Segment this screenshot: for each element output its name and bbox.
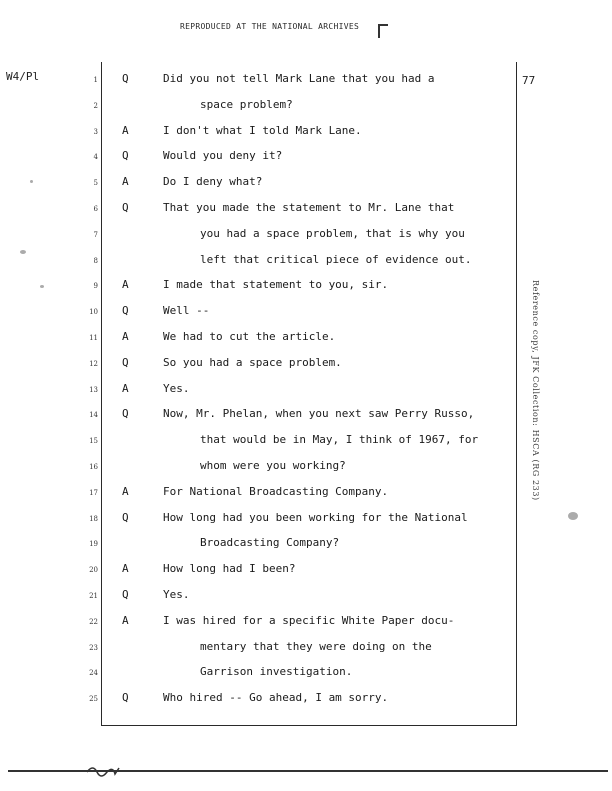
transcript-line <box>0 201 612 221</box>
transcript-line <box>0 665 612 685</box>
transcript-line <box>0 330 612 350</box>
line-number: 21 <box>89 592 98 600</box>
line-number: 13 <box>89 385 98 394</box>
transcript-line <box>0 640 612 660</box>
line-number: 22 <box>89 617 98 626</box>
transcript-line <box>0 356 612 376</box>
speaker-label: A <box>122 278 129 292</box>
transcript-line <box>0 382 612 402</box>
line-text: For National Broadcasting Company. <box>163 484 389 498</box>
speaker-label: Q <box>122 201 129 214</box>
line-text: Yes. <box>163 381 190 395</box>
transcript-line <box>0 227 612 247</box>
page-number: 77 <box>522 74 536 87</box>
line-text: Well -- <box>163 304 210 318</box>
transcript-line <box>0 407 612 427</box>
line-number: 16 <box>89 463 98 471</box>
line-text: I made that statement to you, sir. <box>163 278 389 292</box>
speaker-label: Q <box>122 355 129 369</box>
transcript-line <box>0 485 612 505</box>
line-number: 24 <box>89 669 98 678</box>
document-code: W4/Pl <box>6 70 40 83</box>
transcript-line <box>0 588 612 608</box>
line-number: 14 <box>89 411 98 420</box>
line-number: 6 <box>93 205 98 213</box>
speaker-label: Q <box>122 407 129 421</box>
transcript-line <box>0 691 612 711</box>
speaker-label: A <box>122 123 129 137</box>
line-text: that would be in May, I think of 1967, for <box>200 433 479 447</box>
transcript-line <box>0 536 612 556</box>
line-number: 7 <box>93 230 98 239</box>
line-number: 1 <box>93 76 98 84</box>
transcript-line <box>0 149 612 169</box>
line-number: 2 <box>93 101 98 110</box>
transcript-line <box>0 614 612 634</box>
line-number: 17 <box>89 488 98 497</box>
line-number: 11 <box>89 334 98 342</box>
line-text: Yes. <box>163 588 190 601</box>
line-text: Garrison investigation. <box>200 665 353 679</box>
speaker-label: Q <box>122 588 129 601</box>
speaker-label: A <box>122 613 129 627</box>
transcript-line <box>0 511 612 531</box>
speaker-label: A <box>122 381 129 395</box>
speaker-label: Q <box>122 304 129 318</box>
line-number: 9 <box>93 282 98 291</box>
line-text: We had to cut the article. <box>163 330 336 343</box>
speaker-label: Q <box>122 72 129 85</box>
line-number: 23 <box>89 643 98 652</box>
transcript-line <box>0 278 612 298</box>
line-number: 19 <box>89 540 98 549</box>
line-text: Now, Mr. Phelan, when you next saw Perry Russo, <box>163 407 475 421</box>
speaker-label: Q <box>122 691 129 705</box>
line-number: 18 <box>89 514 98 523</box>
handwritten-mark-icon <box>85 762 125 780</box>
line-text: I don't what I told Mark Lane. <box>163 123 362 137</box>
line-number: 3 <box>93 127 98 136</box>
line-text: How long had you been working for the National <box>163 510 468 524</box>
transcript-line <box>0 253 612 273</box>
line-number: 4 <box>93 153 98 162</box>
line-text: Who hired -- Go ahead, I am sorry. <box>163 691 389 705</box>
transcript-line <box>0 175 612 195</box>
transcript-line <box>0 124 612 144</box>
line-text: mentary that they were doing on the <box>200 639 432 653</box>
line-text: left that critical piece of evidence out. <box>200 252 472 266</box>
line-text: you had a space problem, that is why you <box>200 226 465 240</box>
transcript-line <box>0 304 612 324</box>
transcript-line <box>0 433 612 453</box>
line-text: Do I deny what? <box>163 175 263 189</box>
line-number: 15 <box>89 437 98 446</box>
line-text: That you made the statement to Mr. Lane that <box>163 201 455 214</box>
line-number: 20 <box>89 566 98 575</box>
transcript-line <box>0 459 612 479</box>
transcript-line <box>0 562 612 582</box>
line-text: So you had a space problem. <box>163 355 342 369</box>
line-text: Would you deny it? <box>163 149 283 163</box>
line-text: Broadcasting Company? <box>200 536 340 550</box>
line-number: 5 <box>93 179 98 188</box>
speaker-label: A <box>122 484 129 498</box>
speaker-label: Q <box>122 510 129 524</box>
speaker-label: A <box>122 175 129 189</box>
speaker-label: A <box>122 330 129 343</box>
speaker-label: A <box>122 562 129 576</box>
line-text: space problem? <box>200 97 293 111</box>
reference-copy-note: Reference copy, JFK Collection: HSCA (RG 233) <box>531 280 540 501</box>
line-text: Did you not tell Mark Lane that you had a <box>163 72 435 85</box>
line-text: I was hired for a specific White Paper docu- <box>163 613 455 627</box>
transcript-line <box>0 72 612 92</box>
line-text: How long had I been? <box>163 562 296 576</box>
line-number: 8 <box>93 256 98 265</box>
transcript-line <box>0 98 612 118</box>
speaker-label: Q <box>122 149 129 163</box>
line-number: 25 <box>89 695 98 704</box>
line-number: 10 <box>89 308 98 317</box>
line-text: whom were you working? <box>200 459 346 472</box>
archives-stamp: REPRODUCED AT THE NATIONAL ARCHIVES <box>180 22 360 31</box>
line-number: 12 <box>89 359 98 368</box>
